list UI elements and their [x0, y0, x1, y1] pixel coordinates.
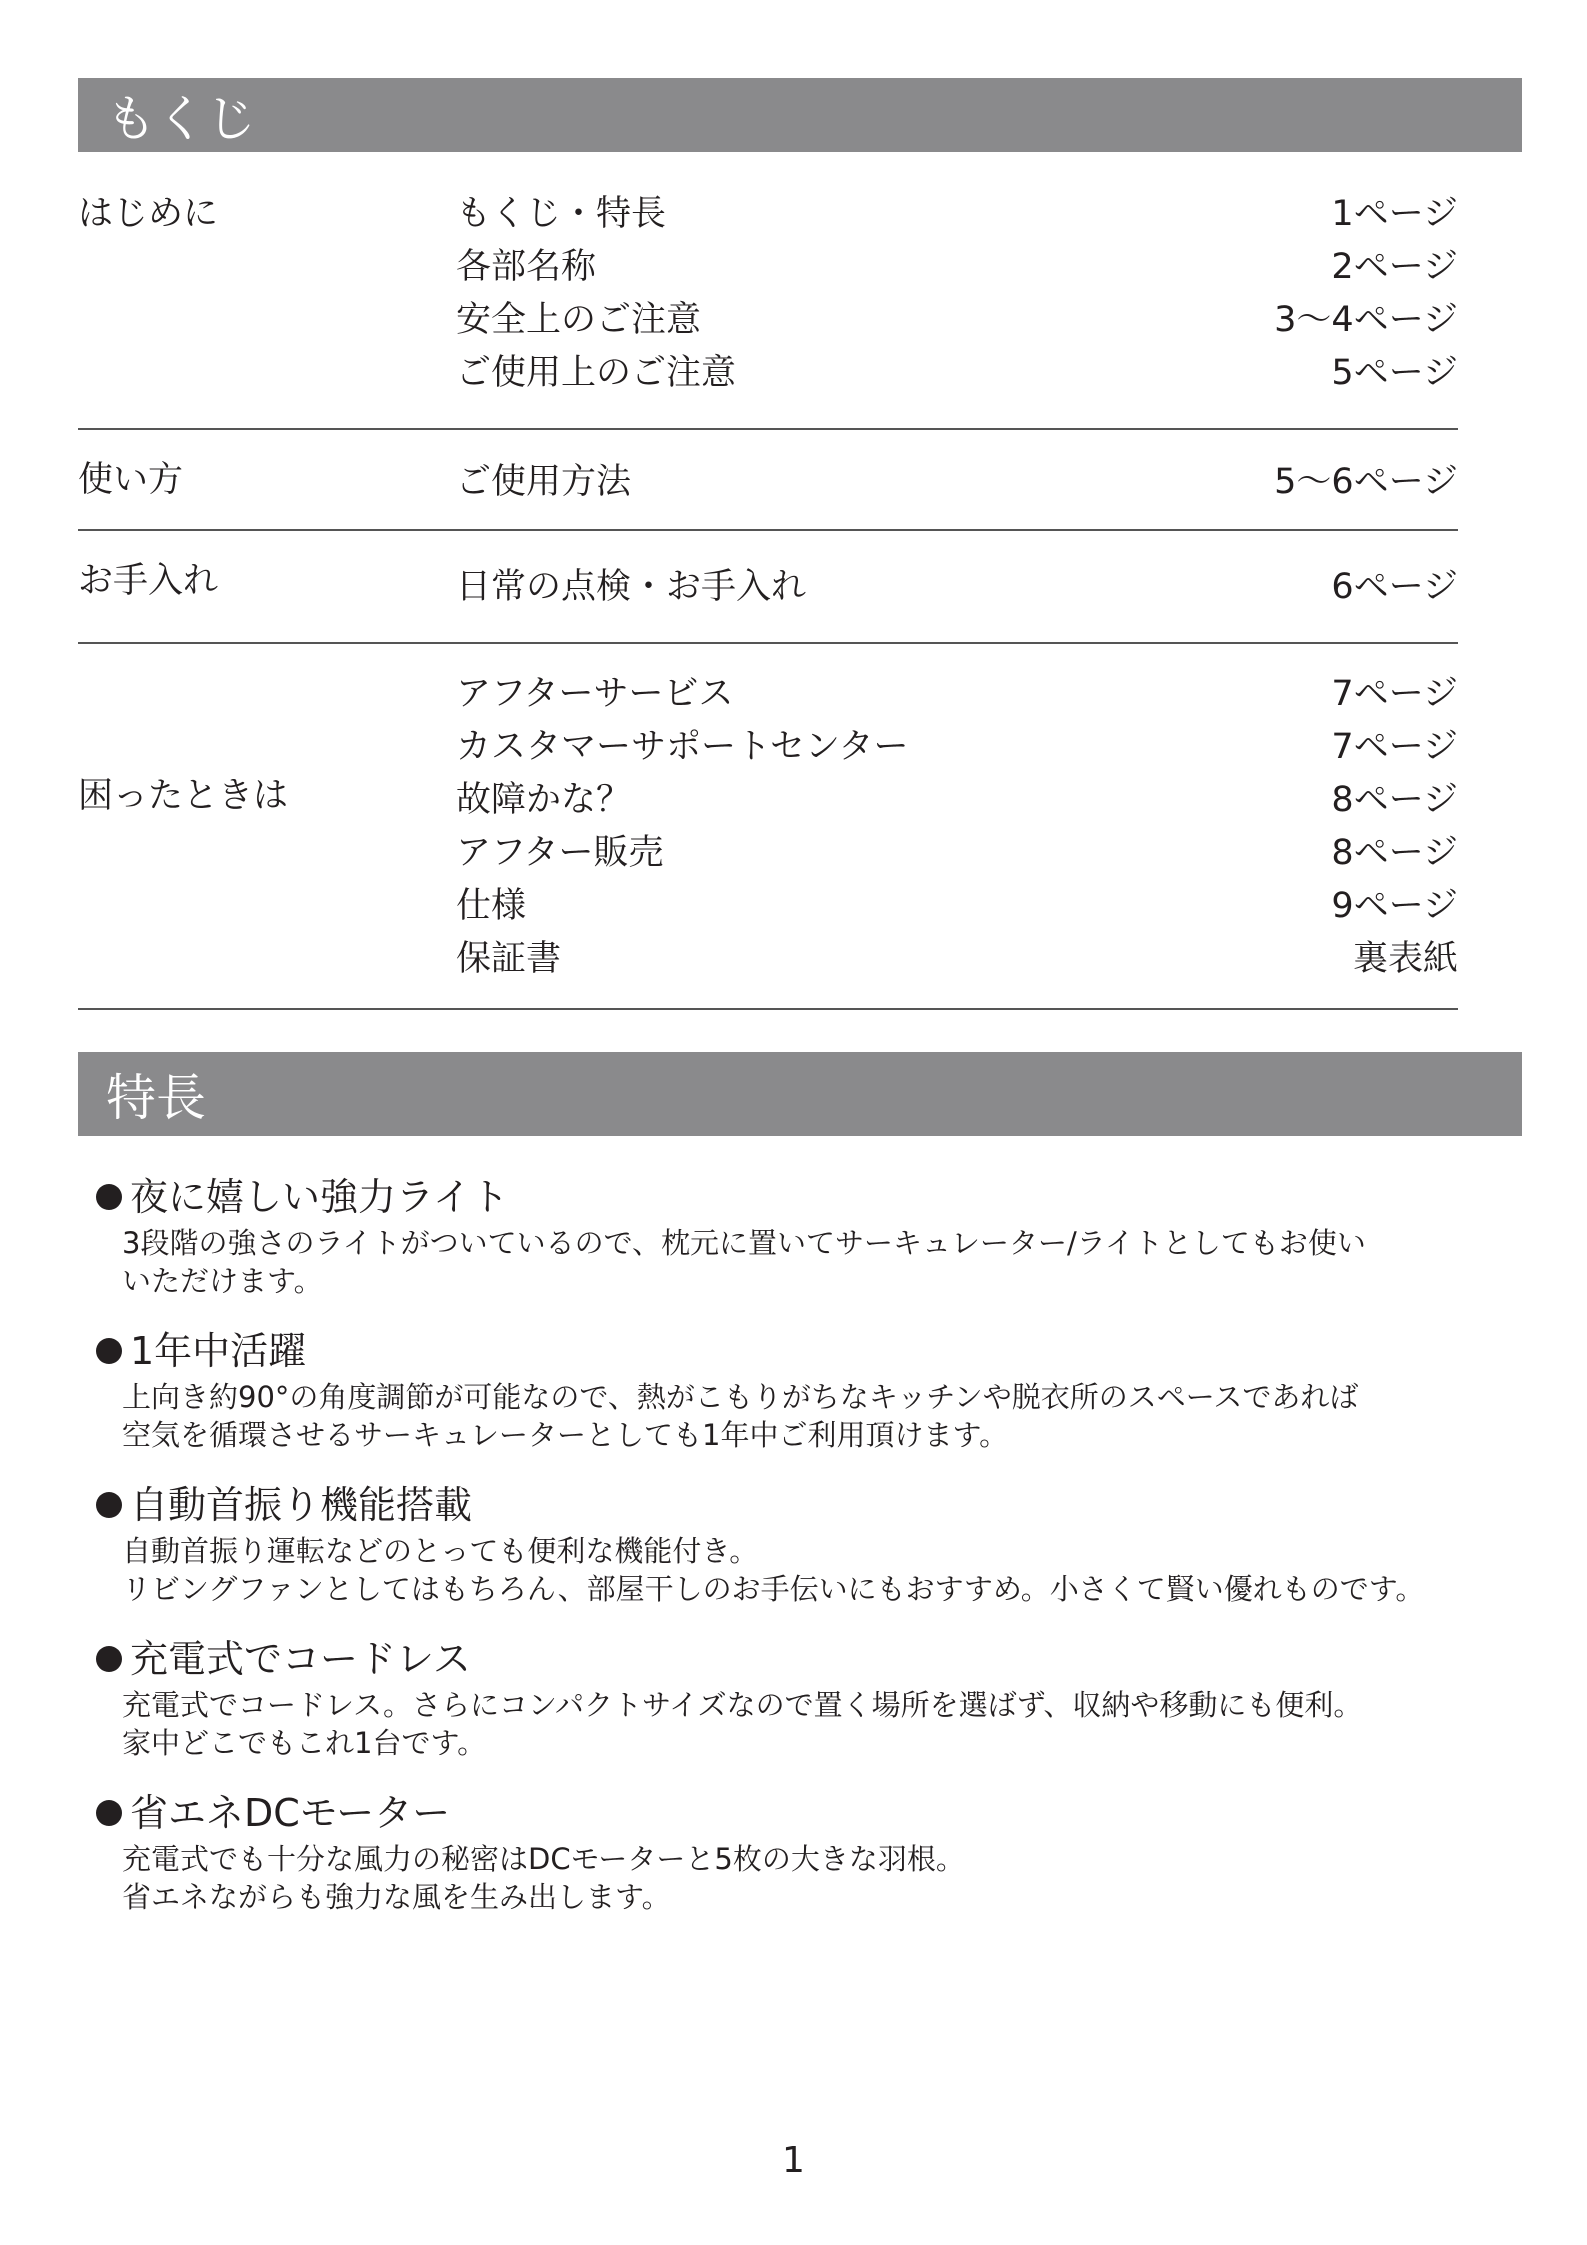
toc-entry-label: ご使用方法	[456, 462, 632, 502]
toc-entry-page: 8ページ	[1331, 780, 1458, 820]
toc-entry-page: 裏表紙	[1352, 939, 1458, 979]
toc-category: はじめに	[78, 194, 219, 234]
feature-line: 上向き約90°の角度調節が可能なので、熱がこもりがちなキッチンや脱衣所のスペースであれば	[122, 1380, 1359, 1414]
toc-entry-label: 各部名称	[456, 247, 597, 287]
toc-group-troubleshooting	[78, 644, 1458, 1010]
feature-description	[96, 1224, 1566, 1300]
feature-line: 充電式でも十分な風力の秘密はDCモーターと5枚の大きな羽根。	[122, 1842, 965, 1876]
feature-description	[96, 1378, 1566, 1454]
toc-category: 使い方	[78, 460, 184, 500]
feature-item	[96, 1478, 1566, 1608]
toc-group-usage	[78, 430, 1458, 531]
feature-line: 省エネながらも強力な風を生み出します。	[122, 1880, 671, 1914]
toc-entry-page: 6ページ	[1331, 567, 1458, 607]
toc-entry-label: 故障かな？	[456, 780, 632, 820]
toc-entry-label: ご使用上のご注意	[456, 353, 737, 393]
toc-entry	[456, 721, 1458, 774]
bullet-icon	[96, 1184, 122, 1210]
feature-item	[96, 1632, 1566, 1762]
bullet-icon	[96, 1338, 122, 1364]
feature-title: 充電式でコードレス	[130, 1637, 471, 1681]
toc-entry	[456, 456, 1458, 509]
toc-heading-bar	[78, 78, 1522, 152]
toc-group-care	[78, 531, 1458, 644]
features-list	[96, 1170, 1566, 1940]
bullet-icon	[96, 1800, 122, 1826]
toc-entry	[456, 668, 1458, 721]
toc-entry	[456, 188, 1458, 241]
toc-entry-page: 3〜4ページ	[1274, 300, 1458, 340]
feature-title: 省エネDCモーター	[130, 1791, 451, 1835]
toc-entry	[456, 880, 1458, 933]
toc-entry	[456, 294, 1458, 347]
toc-category: お手入れ	[78, 561, 219, 601]
toc-entry	[456, 774, 1458, 827]
feature-title: 1年中活躍	[130, 1329, 307, 1373]
toc-entry-label: カスタマーサポートセンター	[456, 727, 909, 767]
toc-category: 困ったときは	[78, 776, 289, 816]
feature-description	[96, 1532, 1566, 1608]
toc-group-intro	[78, 188, 1458, 430]
toc-entry-label: アフターサービス	[456, 674, 734, 714]
toc-entry-label: アフター販売	[456, 833, 664, 873]
toc-entry-page: 1ページ	[1331, 194, 1458, 234]
feature-description	[96, 1840, 1566, 1916]
feature-line: 3段階の強さのライトがついているので、枕元に置いてサーキュレーター/ライトとしてもお使い	[122, 1226, 1366, 1260]
toc-entry-page: 8ページ	[1331, 833, 1458, 873]
toc-entry	[456, 933, 1458, 986]
toc-entry-page: 5〜6ページ	[1274, 462, 1458, 502]
feature-title: 自動首振り機能搭載	[130, 1483, 473, 1527]
toc-entry-label: 仕様	[456, 886, 527, 926]
page-number: 1	[782, 2140, 805, 2181]
features-heading-bar	[78, 1052, 1522, 1136]
toc-entry-page: 7ページ	[1331, 727, 1458, 767]
toc-entry-label: 日常の点検・お手入れ	[456, 567, 807, 607]
feature-title: 夜に嬉しい強力ライト	[130, 1175, 509, 1219]
feature-line: 空気を循環させるサーキュレーターとしても1年中ご利用頂けます。	[122, 1418, 1009, 1452]
bullet-icon	[96, 1646, 122, 1672]
toc-entry-page: 5ページ	[1331, 353, 1458, 393]
bullet-icon	[96, 1492, 122, 1518]
toc-heading: もくじ	[106, 90, 256, 148]
toc-entry	[456, 241, 1458, 294]
feature-item	[96, 1786, 1566, 1916]
feature-line: 自動首振り運転などのとっても便利な機能付き。	[122, 1534, 759, 1568]
toc-entry	[456, 347, 1458, 400]
feature-line: 充電式でコードレス。さらにコンパクトサイズなので置く場所を選ばず、収納や移動にも便利。	[122, 1688, 1363, 1722]
feature-line: リビングファンとしてはもちろん、部屋干しのお手伝いにもおすすめ。小さくて賢い優れものです。	[122, 1572, 1425, 1606]
toc-entry	[456, 827, 1458, 880]
toc-entry-page: 2ページ	[1331, 247, 1458, 287]
features-heading: 特長	[106, 1069, 206, 1127]
toc-entry-page: 7ページ	[1331, 674, 1458, 714]
toc-entry-label: 保証書	[456, 939, 562, 979]
feature-line: いただけます。	[122, 1264, 323, 1298]
feature-item	[96, 1170, 1566, 1300]
toc-entry	[456, 561, 1458, 614]
toc-entry-label: もくじ・特長	[456, 194, 667, 234]
feature-line: 家中どこでもこれ1台です。	[122, 1726, 487, 1760]
feature-item	[96, 1324, 1566, 1454]
feature-description	[96, 1686, 1566, 1762]
toc-entry-page: 9ページ	[1331, 886, 1458, 926]
toc-entry-label: 安全上のご注意	[456, 300, 702, 340]
